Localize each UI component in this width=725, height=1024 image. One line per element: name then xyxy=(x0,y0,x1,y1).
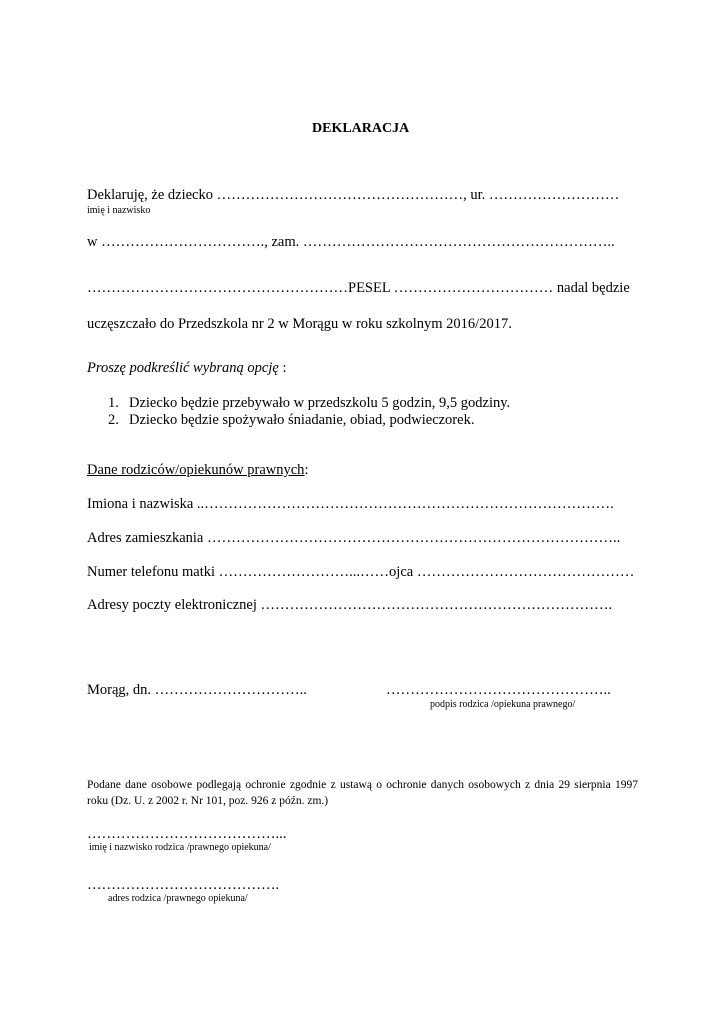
parent-name-caption: imię i nazwisko rodzica /prawnego opiekuna/ xyxy=(89,842,271,853)
child-name-line: Deklaruję, że dziecko ……………………………………………, ur. ……………………… xyxy=(87,187,620,203)
preschool-line: uczęszczało do Przedszkola nr 2 w Morągu w roku szkolnym 2016/2017. xyxy=(87,316,512,332)
address-line: Adres zamieszkania ………………………………………………………………………….. xyxy=(87,530,621,546)
phone-line: Numer telefonu matki ………………………...……ojca ……………………………………… xyxy=(87,564,635,580)
signature-caption: podpis rodzica /opiekuna prawnego/ xyxy=(430,699,576,710)
signature-dots: ……………………………………….. xyxy=(386,682,611,698)
parents-heading-text: Dane rodziców/opiekunów prawnych xyxy=(87,462,305,478)
option-2 xyxy=(108,412,475,429)
email-line: Adresy poczty elektronicznej ………………………………………………………………. xyxy=(87,597,613,613)
parents-heading-suffix: : xyxy=(304,462,309,478)
place-date-line: Morąg, dn. ………………………….. xyxy=(87,682,307,698)
parents-heading xyxy=(87,462,308,479)
parent-name-dots: …………………………………... xyxy=(87,826,287,842)
option-text: Dziecko będzie przebywało w przedszkolu 5 godzin, 9,5 godziny. xyxy=(129,395,511,411)
option-1 xyxy=(108,395,511,412)
option-text: Dziecko będzie spożywało śniadanie, obiad, podwieczorek. xyxy=(129,412,475,428)
instruction-text: Proszę podkreślić wybraną opcję xyxy=(87,360,279,376)
instruction xyxy=(87,360,286,377)
document-title: DEKLARACJA xyxy=(312,121,410,136)
child-name-caption: imię i nazwisko xyxy=(87,205,151,216)
option-number: 1. xyxy=(108,395,119,411)
parent-address-caption: adres rodzica /prawnego opiekuna/ xyxy=(108,893,248,904)
legal-note: Podane dane osobowe podlegają ochronie zgodnie z ustawą o ochronie danych osobowych z dnia 29 sierpnia 1997 roku (Dz. U. z 2002 r. Nr 101, poz. 926 z późn. zm.) xyxy=(87,779,638,807)
instruction-suffix: : xyxy=(278,360,287,376)
names-line: Imiona i nazwiska ..…………………………………………………………………………. xyxy=(87,496,614,512)
option-number: 2. xyxy=(108,412,119,428)
pesel-line: ………………………………………………PESEL …………………………… nadal będzie xyxy=(87,280,630,296)
parent-address-dots: …………………………………. xyxy=(87,877,280,893)
residence-line: w ……………………………., zam. ……………………………………………………….. xyxy=(87,234,615,250)
